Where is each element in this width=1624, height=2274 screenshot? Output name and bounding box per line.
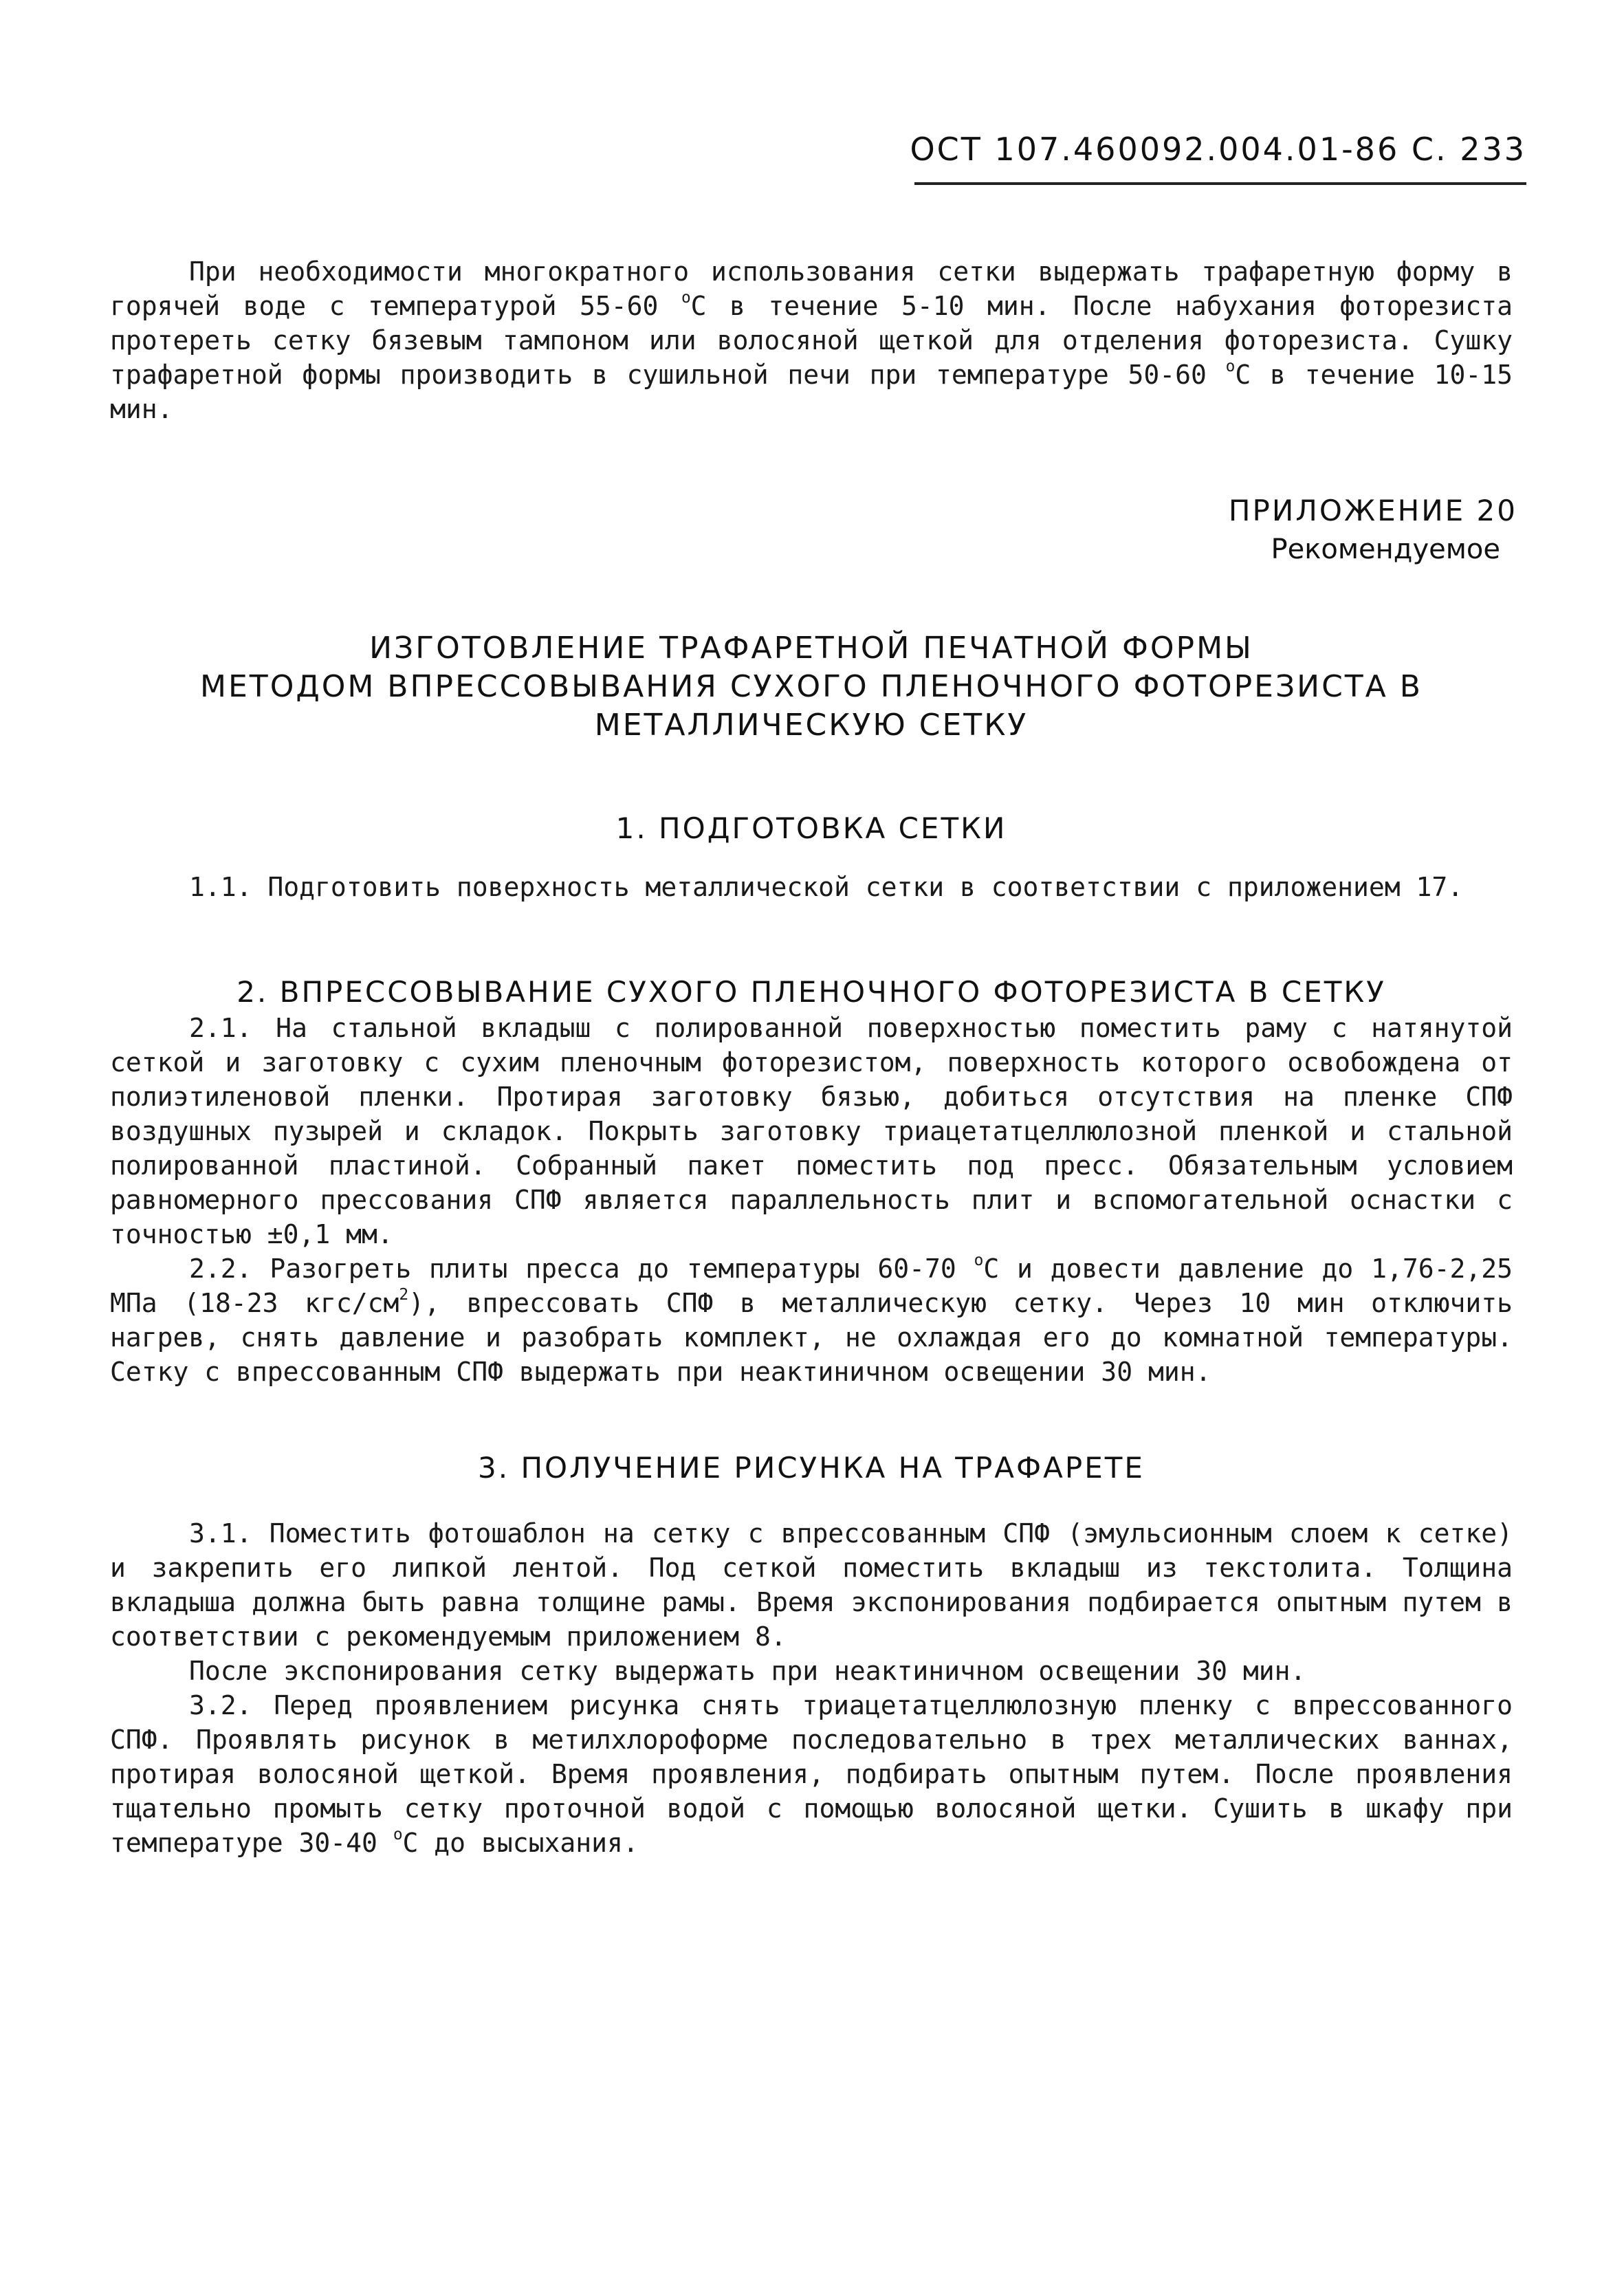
section-2-body <box>110 1011 1513 1389</box>
intro-text-b: С в течение 5-10 мин. После набухания фоторезиста протереть сетку бязевым тампоном или волосяной щеткой для отделения фоторезиста. Сушку трафаретной формы производить в сушильной печи при температуре 50-60 <box>110 291 1513 390</box>
intro-text-a: При необходимости многократного использования сетки выдержать трафаретную форму в горячей воде с температурой 55-60 <box>110 256 1513 321</box>
appendix-label <box>1229 492 1517 569</box>
title-line-2: МЕТОДОМ ВПРЕССОВЫВАНИЯ СУХОГО ПЛЕНОЧНОГО ФОТОРЕЗИСТА В <box>200 669 1423 704</box>
section-1-heading: 1. ПОДГОТОВКА СЕТКИ <box>615 811 1007 845</box>
document-title <box>124 629 1499 745</box>
degree-sign: о <box>974 1251 984 1269</box>
appendix-number: ПРИЛОЖЕНИЕ 20 <box>1228 494 1517 527</box>
page-header: ОСТ 107.460092.004.01-86 С. 233 <box>910 131 1526 168</box>
intro-text-c: С в течение 10-15 мин. <box>110 360 1513 424</box>
paragraph-2-1: 2.1. На стальной вкладыш с полированной поверхностью поместить раму с натянутой сеткой и заготовку с сухим пленочным фоторезистом, поверхность которого освобождена от полиэтиленовой пленки. Протирая заготовку бязью, добиться отсутствия на пленке СПФ воздушных пузырей и складок. Покрыть заготовку триацетатцеллюлозной пленкой и стальной полированной пластиной. Собранный пакет поместить под пресс. Обязательным условием равномерного прессования СПФ является параллельность плит и вспомогательной оснастки с точностью ±0,1 мм. <box>110 1013 1513 1249</box>
title-line-3: МЕТАЛЛИЧЕСКУЮ СЕТКУ <box>594 708 1029 743</box>
degree-sign: о <box>681 288 691 307</box>
square-sign: 2 <box>399 1285 409 1304</box>
p2-2-text-b: С и довести давление до 1,76-2,25 МПа (18-23 кгс/см <box>110 1254 1513 1318</box>
section-3-body <box>110 1516 1513 1860</box>
section-2-heading: 2. ВПРЕССОВЫВАНИЕ СУХОГО ПЛЕНОЧНОГО ФОТОРЕЗИСТА В СЕТКУ <box>237 975 1386 1009</box>
paragraph-3-2 <box>110 1688 1513 1860</box>
degree-sign: о <box>1225 357 1236 375</box>
intro-paragraph-block <box>110 254 1513 426</box>
intro-paragraph <box>110 254 1513 426</box>
section-1-body <box>110 870 1513 904</box>
p2-2-text-a: 2.2. Разогреть плиты пресса до температуры 60-70 <box>189 1254 974 1284</box>
p3-2-text-b: С до высыхания. <box>402 1828 639 1858</box>
p2-2-text-c: ), впрессовать СПФ в металлическую сетку. Через 10 мин отключить нагрев, снять давление и разобрать комплект, не охлаждая его до комнатной температуры. Сетку с впрессованным СПФ выдержать при неактиничном освещении 30 мин. <box>110 1288 1513 1387</box>
paragraph-1-1: 1.1. Подготовить поверхность металлической сетки в соответствии с приложением 17. <box>189 872 1464 902</box>
paragraph-3-1b: После экспонирования сетку выдержать при неактиничном освещении 30 мин. <box>189 1656 1306 1686</box>
appendix-status: Рекомендуемое <box>1271 534 1500 565</box>
title-line-1: ИЗГОТОВЛЕНИЕ ТРАФАРЕТНОЙ ПЕЧАТНОЙ ФОРМЫ <box>369 631 1253 666</box>
paragraph-2-2 <box>110 1251 1513 1389</box>
p3-2-text-a: 3.2. Перед проявлением рисунка снять триацетатцеллюлозную пленку с впрессованного СПФ. Проявлять рисунок в метилхлороформе последовательно в трех металлических ваннах, протирая волосяной щеткой. Время проявления, подбирать опытным путем. После проявления тщательно промыть сетку проточной водой с помощью волосяной щетки. Сушить в шкафу при температуре 30-40 <box>110 1690 1513 1858</box>
section-3-heading: 3. ПОЛУЧЕНИЕ РИСУНКА НА ТРАФАРЕТЕ <box>478 1451 1145 1485</box>
header-rule <box>914 182 1526 185</box>
paragraph-3-1: 3.1. Поместить фотошаблон на сетку с впрессованным СПФ (эмульсионным слоем к сетке) и закрепить его липкой лентой. Под сеткой поместить вкладыш из текстолита. Толщина вкладыша должна быть равна толщине рамы. Время экспонирования подбирается опытным путем в соответствии с рекомендуемым приложением 8. <box>110 1518 1513 1652</box>
degree-sign: о <box>393 1825 403 1844</box>
